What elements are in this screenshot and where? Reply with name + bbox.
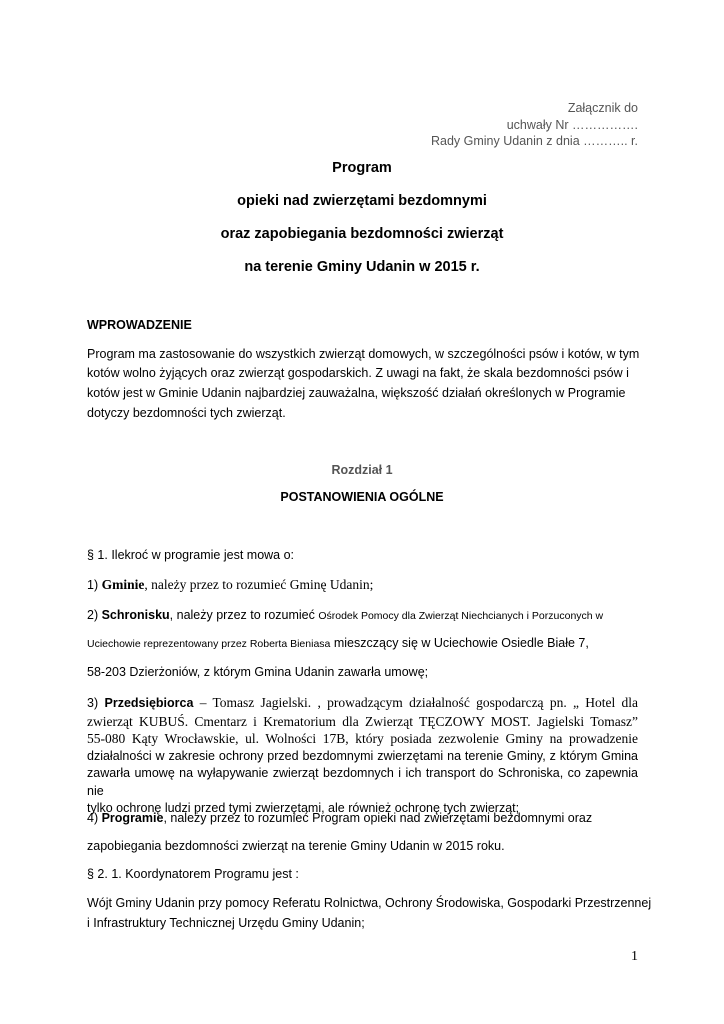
par1-item-2-line-3: 58-203 Dzierżoniów, z którym Gmina Udanin zawarła umowę; <box>87 665 429 679</box>
par1-item-3-line-2: zwierząt KUBUŚ. Cmentarz i Krematorium dla Zwierząt TĘCZOWY MOST. Jagielski Tomasz” <box>87 713 638 729</box>
council-date: Rady Gminy Udanin z dnia ……….. r. <box>430 134 638 148</box>
intro-line-1: Program ma zastosowanie do wszystkich zwierząt domowych, w szczególności psów i kotów, w tym <box>87 347 640 361</box>
par2-line-1: Wójt Gminy Udanin przy pomocy Referatu Rolnictwa, Ochrony Środowiska, Gospodarki Przestrzennej <box>87 896 652 910</box>
par2-intro: § 2. 1. Koordynatorem Programu jest : <box>87 867 299 881</box>
par1-item-4-line-1: 4) Programie, należy przez to rozumieć Program opieki nad zwierzętami bezdomnymi oraz <box>87 811 593 825</box>
intro-line-4: dotyczy bezdomności tych zwierząt. <box>87 406 286 420</box>
intro-line-2: kotów wolno żyjących oraz zwierząt gospodarskich. Z uwagi na fakt, że skala bezdomności psów i <box>87 366 629 380</box>
doc-title-line-2: opieki nad zwierzętami bezdomnymi <box>237 193 487 209</box>
par1-item-2-line-2: Uciechowie reprezentowany przez Roberta Bieniasa mieszczący się w Uciechowie Osiedle Białe 7, <box>87 636 589 650</box>
doc-title-line-3: oraz zapobiegania bezdomności zwierząt <box>220 226 504 242</box>
par1-item-3-line-5: zawarła umowę na wyłapywanie zwierząt bezdomnych i ich transport do Schroniska, co zapewnia nie <box>87 766 638 798</box>
par2-line-2: i Infrastruktury Technicznej Urzędu Gminy Udanin; <box>87 916 365 930</box>
par1-item-1: 1) Gminie, należy przez to rozumieć Gminę Udanin; <box>87 577 374 592</box>
doc-title-line-1: Program <box>332 160 392 176</box>
chapter-title: POSTANOWIENIA OGÓLNE <box>280 490 444 504</box>
par1-intro: § 1. Ilekroć w programie jest mowa o: <box>87 548 295 562</box>
doc-title-line-4: na terenie Gminy Udanin w 2015 r. <box>244 259 480 275</box>
intro-heading: WPROWADZENIE <box>87 318 192 332</box>
par1-item-3-line-4: działalności w zakresie ochrony przed bezdomnymi zwierzętami na terenie Gminy, z którym Gmina <box>87 748 638 763</box>
par1-item-2-line-1: 2) Schronisku, należy przez to rozumieć Ośrodek Pomocy dla Zwierząt Niechcianych i Porzuconych w <box>87 608 604 622</box>
page-number: 1 <box>631 949 638 964</box>
intro-line-3: kotów jest w Gminie Udanin najbardziej zauważalna, większość działań określonych w Programie <box>87 386 626 400</box>
annex-label: Załącznik do <box>567 101 638 115</box>
par1-item-3 <box>87 694 638 818</box>
par1-item-4-line-2: zapobiegania bezdomności zwierząt na terenie Gminy Udanin w 2015 roku. <box>87 839 505 853</box>
par1-item-3-line-3: 55-080 Kąty Wrocławskie, ul. Wolności 17B, który posiada zezwolenie Gminy na prowadzenie <box>87 731 638 746</box>
par1-item-3-line-6: tylko ochronę ludzi przed tymi zwierzętami, ale również ochronę tych zwierząt; <box>87 801 520 815</box>
par1-item-3-line-1: 3) Przedsiębiorca – Tomasz Jagielski. , prowadzącym działalność gospodarczą pn. „ Hotel dla <box>87 695 638 710</box>
chapter-label: Rozdział 1 <box>331 463 393 477</box>
resolution-number: uchwały Nr ……………. <box>506 118 638 132</box>
